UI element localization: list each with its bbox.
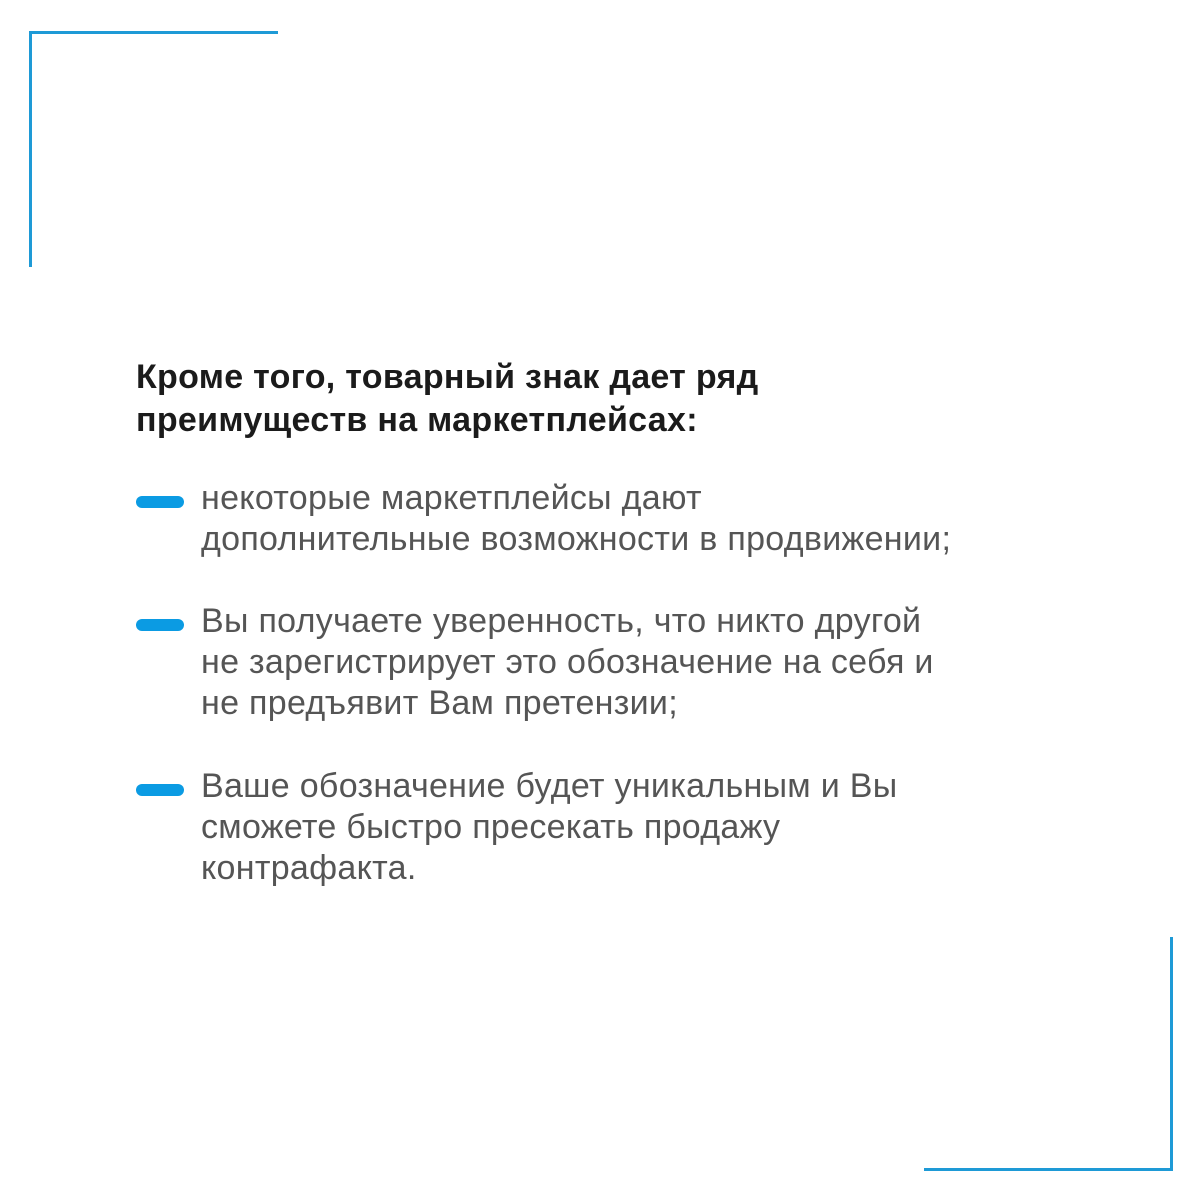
list-item-text [201, 766, 1101, 889]
content [136, 356, 1096, 887]
list-item-text [201, 478, 1101, 560]
list-item-line: не предъявит Вам претензии; [201, 684, 678, 722]
list-item-line: Вы получаете уверенность, что никто другой [201, 602, 922, 640]
list-item-text [201, 601, 1101, 724]
bullet-dash-icon [136, 784, 184, 796]
bullet-dash-icon [136, 496, 184, 508]
list-item-line: дополнительные возможности в продвижении; [201, 520, 952, 558]
list-item-line: некоторые маркетплейсы дают [201, 479, 702, 517]
heading-line-2: преимуществ на маркетплейсах: [136, 401, 698, 439]
heading [136, 356, 1096, 442]
bullet-dash-icon [136, 619, 184, 631]
heading-line-1: Кроме того, товарный знак дает ряд [136, 358, 759, 396]
list-item-line: не зарегистрирует это обозначение на себя и [201, 643, 934, 681]
list-item-line: контрафакта. [201, 849, 417, 887]
bottom-right-corner-frame [924, 937, 1173, 1171]
top-left-corner-frame [29, 31, 278, 267]
list-item-line: Ваше обозначение будет уникальным и Вы [201, 767, 898, 805]
list-item-line: сможете быстро пресекать продажу [201, 808, 781, 846]
